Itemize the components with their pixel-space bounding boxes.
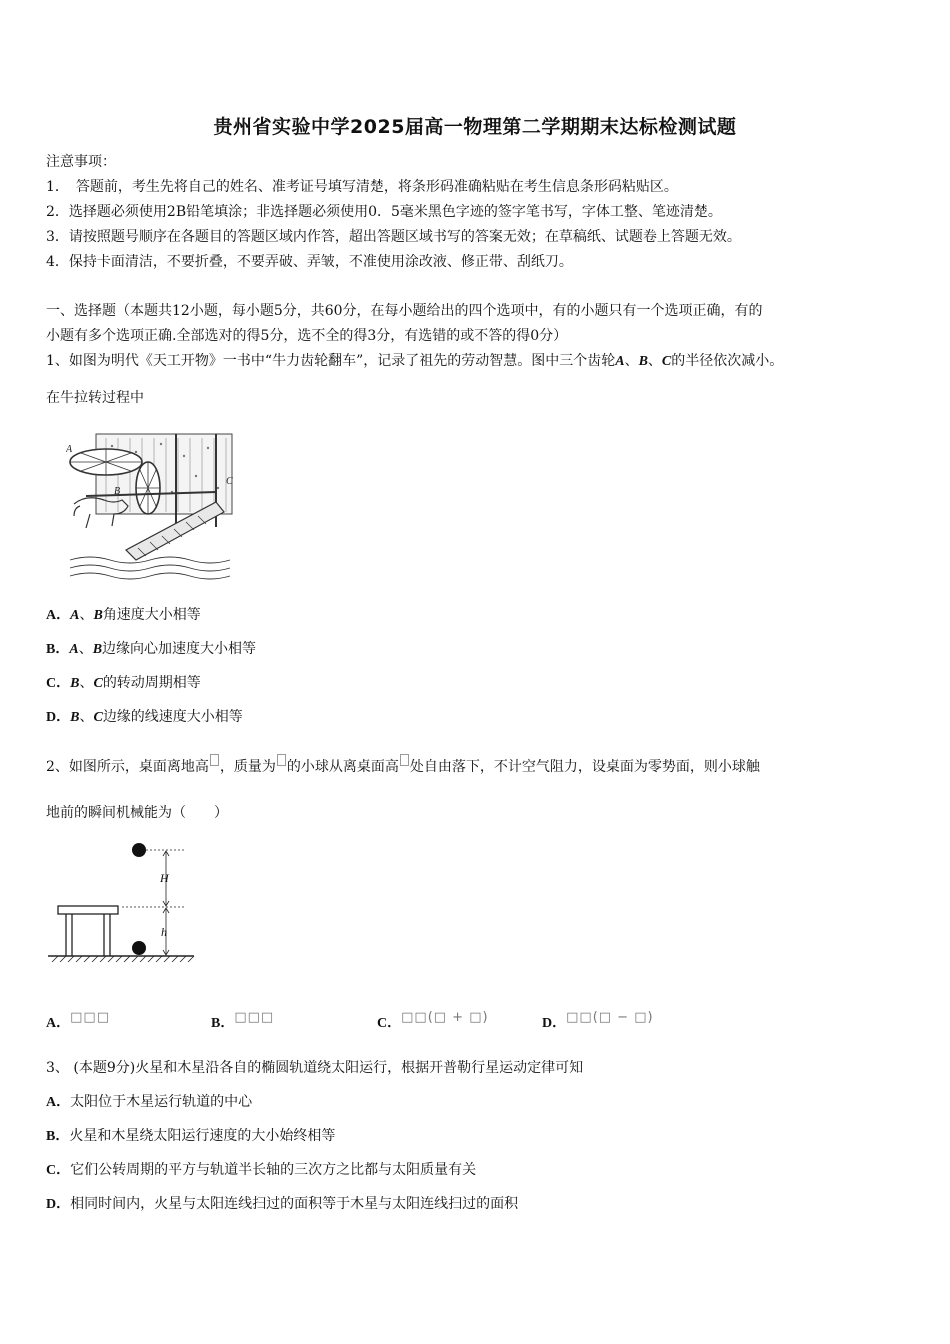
q1-option-b-var2: B	[92, 642, 103, 657]
q3-stem: 3、 (本题9分)火星和木星沿各自的椭圆轨道绕太阳运行，根据开普勒行星运动定律可知	[46, 1060, 584, 1076]
q3-option-d	[46, 1194, 518, 1215]
q2-fig-label-h: h	[161, 925, 167, 939]
q2-stem-part1: 2、如图所示，桌面离地高	[46, 759, 209, 775]
q2-missing-symbol-3	[400, 754, 409, 766]
q3-option-d-text: 相同时间内，火星与太阳连线扫过的面积等于木星与太阳连线扫过的面积	[70, 1196, 519, 1212]
q2-option-a-formula: □□□	[70, 1010, 110, 1025]
q2-option-d-letter: D．	[542, 1016, 567, 1031]
q1-fig-label-b: B	[114, 486, 121, 497]
q2-option-d-formula: □□(□ − □)	[566, 1010, 654, 1025]
page-title: 贵州省实验中学2025届高一物理第二学期期末达标检测试题	[213, 116, 737, 138]
q2-stem-part4: 处自由落下，不计空气阻力，设桌面为零势面，则小球触	[409, 759, 760, 775]
q2-option-b-formula: □□□	[234, 1010, 275, 1025]
q1-option-a	[46, 605, 201, 626]
q1-option-c-sep: 、	[79, 675, 94, 691]
q1-option-c-text: 的转动周期相等	[102, 675, 201, 691]
q1-fig-label-a: A	[66, 444, 73, 455]
q1-option-a-sep: 、	[79, 607, 94, 623]
q1-option-c-letter: C．	[46, 676, 71, 691]
q2-stem-continued: 地前的瞬间机械能为（ ）	[46, 805, 228, 821]
q1-sep2: 、	[647, 353, 662, 369]
q1-option-b-sep: 、	[78, 641, 93, 657]
q1-option-a-var1: A	[70, 608, 80, 623]
q1-option-b-text: 边缘向心加速度大小相等	[102, 641, 257, 657]
q1-option-c-var1: B	[70, 676, 80, 691]
q2-option-c-letter: C．	[377, 1016, 402, 1031]
q3-option-a-letter: A．	[46, 1095, 71, 1110]
q2-missing-symbol-1	[210, 754, 219, 766]
q3-option-a-text: 太阳位于木星运行轨道的中心	[70, 1094, 253, 1110]
q1-option-b	[46, 639, 256, 660]
q1-option-a-text: 角速度大小相等	[102, 607, 201, 623]
q2-option-c	[377, 1008, 489, 1034]
notice-item-3: 3．请按照题号顺序在各题目的答题区域内作答，超出答题区域书写的答案无效；在草稿纸、试题卷上答题无效。	[46, 229, 741, 245]
q3-option-b	[46, 1126, 335, 1147]
q1-stem-part-b: 的半径依次减小。	[671, 353, 784, 369]
q3-option-b-text: 火星和木星绕太阳运行速度的大小始终相等	[69, 1128, 336, 1144]
q1-option-d	[46, 707, 243, 728]
q2-option-c-formula: □□(□ + □)	[401, 1010, 489, 1025]
q1-gear-a: A	[615, 354, 625, 369]
q1-option-c-var2: C	[93, 676, 103, 691]
q2-option-a	[46, 1008, 110, 1034]
q1-option-b-var1: A	[69, 642, 79, 657]
q1-option-a-letter: A．	[46, 608, 71, 623]
q2-option-a-letter: A．	[46, 1016, 71, 1031]
q1-fig-label-c: C	[226, 476, 233, 487]
q3-option-d-letter: D．	[46, 1197, 71, 1212]
q1-sep1: 、	[624, 353, 639, 369]
q2-stem-part2: ，质量为	[219, 759, 276, 775]
q1-option-d-text: 边缘的线速度大小相等	[102, 709, 243, 725]
q2-option-b-letter: B．	[211, 1016, 235, 1031]
notice-heading: 注意事项：	[46, 154, 116, 170]
q2-table-ball-figure	[46, 836, 196, 966]
q1-gear-b: B	[638, 354, 648, 369]
q1-stem-continued: 在牛拉转过程中	[46, 390, 144, 406]
notice-item-2: 2．选择题必须使用2B铅笔填涂；非选择题必须使用0．5毫米黑色字迹的签字笔书写，字体工整、笔迹清楚。	[46, 204, 722, 220]
q2-option-b	[211, 1008, 274, 1034]
q1-option-d-var1: B	[70, 710, 80, 725]
q3-option-b-letter: B．	[46, 1129, 70, 1144]
notice-item-1: 1． 答题前，考生先将自己的姓名、准考证号填写清楚，将条形码准确粘贴在考生信息条形码粘贴区。	[46, 179, 678, 195]
q3-option-c-text: 它们公转周期的平方与轨道半长轴的三次方之比都与太阳质量有关	[70, 1162, 477, 1178]
q3-option-a	[46, 1092, 252, 1113]
q3-option-c-letter: C．	[46, 1163, 71, 1178]
section-heading-line1: 一、选择题（本题共12小题，每小题5分，共60分，在每小题给出的四个选项中，有的小题只有一个选项正确，有的	[46, 303, 763, 319]
q2-missing-symbol-2	[277, 754, 286, 766]
q1-stem-part-a: 1、如图为明代《天工开物》一书中“牛力齿轮翻车”，记录了祖先的劳动智慧。图中三个齿轮	[46, 353, 616, 369]
q1-option-d-var2: C	[93, 710, 103, 725]
q1-gear-c: C	[661, 354, 672, 369]
q1-option-c	[46, 673, 201, 694]
q1-option-a-var2: B	[93, 608, 103, 623]
q3-option-c	[46, 1160, 476, 1181]
q1-stem	[46, 351, 783, 372]
q1-option-d-letter: D．	[46, 710, 71, 725]
q2-stem	[46, 754, 760, 777]
q1-option-d-sep: 、	[79, 709, 94, 725]
q1-option-b-letter: B．	[46, 642, 70, 657]
q2-fig-label-H: H	[160, 871, 169, 885]
section-heading-line2: 小题有多个选项正确.全部选对的得5分，选不全的得3分，有选错的或不答的得0分）	[46, 328, 568, 344]
q1-waterwheel-figure	[66, 432, 236, 582]
q2-option-d	[542, 1008, 654, 1034]
notice-item-4: 4．保持卡面清洁，不要折叠，不要弄破、弄皱，不准使用涂改液、修正带、刮纸刀。	[46, 254, 573, 270]
q2-stem-part3: 的小球从离桌面高	[286, 759, 399, 775]
